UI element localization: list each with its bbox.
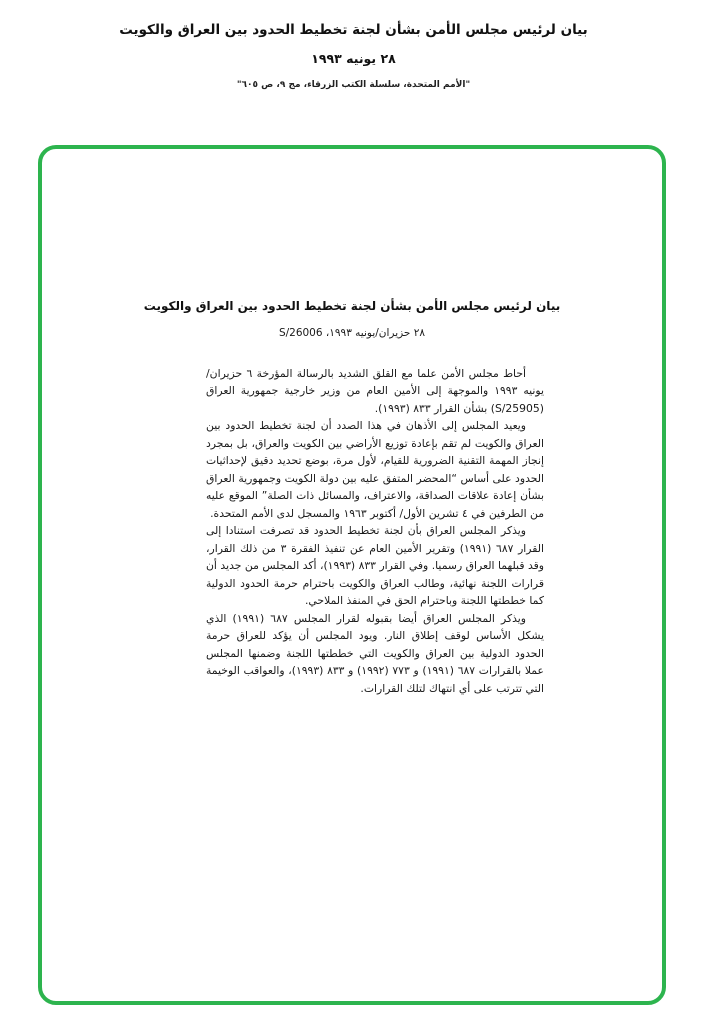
page-header-title: بيان لرئيس مجلس الأمن بشأن لجنة تخطيط الحدود بين العراق والكويت <box>119 22 588 38</box>
document-reference: ٢٨ حزيران/يونيه ١٩٩٣، S/26006 <box>278 327 426 339</box>
page-header <box>0 22 707 90</box>
doc-paragraph: ويذكر المجلس العراق بأن لجنة تخطيط الحدود قد تصرفت استنادا إلى القرار ٦٨٧ (١٩٩١) وتقرير الأمين العام عن تنفيذ الفقرة ٣ من ذلك القرار، وقد قبلهما العراق رسميا. وفي القرار ٨٣٣ (١٩٩٣)، أكد المجلس من جديد أن قرارات اللجنة نهائية، وطالب العراق والكويت باحترام حرمة الحدود الدولية كما خططتها اللجنة وباحترام الحق في المنفذ الملاحي. <box>206 524 545 608</box>
doc-paragraph: ويذكر المجلس العراق أيضا بقبوله لقرار المجلس ٦٨٧ (١٩٩١) الذي يشكل الأساس لوقف إطلاق النار. ويود المجلس أن يؤكد للعراق حرمة الحدود الدولية بين العراق والكويت التي خططتها اللجنة وضمنها المجلس عملا بالقرارات ٦٨٧ (١٩٩١) و ٧٧٣ (١٩٩٢) و ٨٣٣ (١٩٩٣)، والعواقب الوخيمة التي تترتب على أي انتهاك لتلك القرارات. <box>206 611 544 695</box>
page-header-date: ٢٨ يونيه ١٩٩٣ <box>311 51 396 66</box>
document-title: بيان لرئيس مجلس الأمن بشأن لجنة تخطيط الحدود بين العراق والكويت <box>143 299 561 313</box>
scanned-page <box>42 149 662 1001</box>
page-header-source: "الأمم المتحدة، سلسلة الكتب الزرقاء، مج ٩، ص ٦٠٥" <box>236 80 471 90</box>
document-frame <box>38 145 666 1005</box>
document-body <box>206 365 544 697</box>
doc-paragraph: ويعيد المجلس إلى الأذهان في هذا الصدد أن لجنة تخطيط الحدود بين العراق والكويت لم تقم بإعادة توزيع الأراضي بين الكويت والعراق، بل بمجرد إنجاز المهمة التقنية الضرورية للقيام، لأول مرة، بوضع تحديد دقيق لإحداثيات الحدود على أساس “المحضر المتفق عليه بين دولة الكويت وجمهورية العراق بشأن إعادة علاقات الصداقة، والاعتراف، والمسائل ذات الصلة” الموقع عليه من الطرفين في ٤ تشرين الأول/ أكتوبر ١٩٦٣ والمسجل لدى الأمم المتحدة. <box>206 419 544 520</box>
doc-paragraph: أحاط مجلس الأمن علما مع القلق الشديد بالرسالة المؤرخة ٦ حزيران/يونيه ١٩٩٣ والموجهة إلى الأمين العام من وزير خارجية جمهورية العراق (S/25905) بشأن القرار ٨٣٣ (١٩٩٣). <box>206 367 544 415</box>
